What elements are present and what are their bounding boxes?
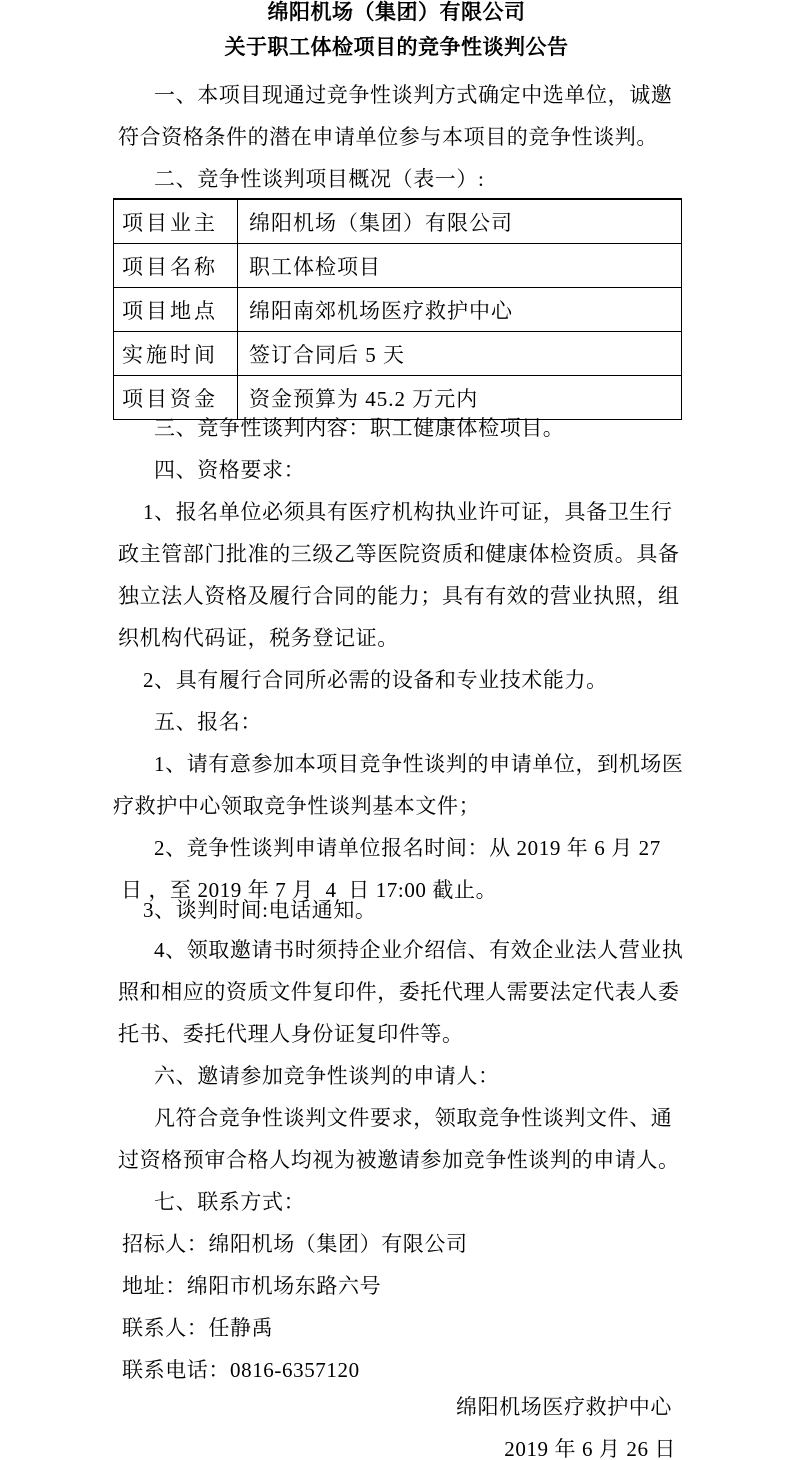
signup-item-1-line-2: 疗救护中心领取竞争性谈判基本文件； <box>113 794 481 818</box>
signup-item-2-line-1: 2、竞争性谈判申请单位报名时间：从 2019 年 6 月 27 <box>154 836 661 860</box>
qualification-item-1-line-3: 独立法人资格及履行合同的能力；具有有效的营业执照，组 <box>118 584 680 608</box>
signup-item-1-line-1: 1、请有意参加本项目竞争性谈判的申请单位，到机场医 <box>154 752 684 776</box>
table-label-cell: 项目地点 <box>114 288 238 332</box>
table-row-owner <box>114 199 682 244</box>
project-overview-table <box>113 198 682 420</box>
table-label-cell: 项目名称 <box>114 244 238 288</box>
table-label-cell: 项目资金 <box>114 376 238 420</box>
signup-item-4-line-2: 照和相应的资质文件复印件，委托代理人需要法定代表人委 <box>118 980 680 1004</box>
table-value-cell: 签订合同后 5 天 <box>238 332 682 376</box>
doc-subtitle: 关于职工体检项目的竞争性谈判公告 <box>224 35 569 59</box>
signature-line: 绵阳机场医疗救护中心 <box>456 1395 672 1419</box>
section-2-heading: 二、竞争性谈判项目概况（表一）: <box>154 167 485 191</box>
contact-bidder-line: 招标人：绵阳机场（集团）有限公司 <box>122 1232 468 1256</box>
section-5-heading: 五、报名： <box>154 710 262 734</box>
qualification-item-1-line-4: 织机构代码证，税务登记证。 <box>118 626 399 650</box>
signup-item-4-line-3: 托书、委托代理人身份证复印件等。 <box>118 1022 464 1046</box>
section-6-heading: 六、邀请参加竞争性谈判的申请人： <box>154 1064 500 1088</box>
contact-phone-line: 联系电话：0816-6357120 <box>122 1358 360 1382</box>
table-value-cell: 资金预算为 45.2 万元内 <box>238 376 682 420</box>
table-row-budget <box>114 376 682 420</box>
qualification-item-2: 2、具有履行合同所必需的设备和专业技术能力。 <box>143 668 608 692</box>
table-value-cell: 职工体检项目 <box>238 244 682 288</box>
table-row-schedule <box>114 332 682 376</box>
contact-person-line: 联系人：任静禹 <box>122 1316 274 1340</box>
qualification-item-1-line-1: 1、报名单位必须具有医疗机构执业许可证，具备卫生行 <box>143 500 673 524</box>
table-row-location <box>114 288 682 332</box>
section-6-body-line-2: 过资格预审合格人均视为被邀请参加竞争性谈判的申请人。 <box>118 1148 680 1172</box>
signup-item-3: 3、谈判时间:电话通知。 <box>143 898 377 922</box>
signup-item-4-line-1: 4、领取邀请书时须持企业介绍信、有效企业法人营业执 <box>154 938 684 962</box>
intro-line-1: 一、本项目现通过竞争性谈判方式确定中选单位，诚邀 <box>154 83 673 107</box>
intro-line-2: 符合资格条件的潜在申请单位参与本项目的竞争性谈判。 <box>118 125 658 149</box>
doc-title: 绵阳机场（集团）有限公司 <box>267 0 526 24</box>
section-6-body-line-1: 凡符合竞争性谈判文件要求，领取竞争性谈判文件、通 <box>154 1106 673 1130</box>
qualification-item-1-line-2: 政主管部门批准的三级乙等医院资质和健康体检资质。具备 <box>118 542 680 566</box>
section-4-heading: 四、资格要求： <box>154 458 306 482</box>
table-label-cell: 实施时间 <box>114 332 238 376</box>
date-line: 2019 年 6 月 26 日 <box>504 1437 676 1460</box>
table-label-cell: 项目业主 <box>114 199 238 244</box>
section-3-line: 三、竞争性谈判内容：职工健康体检项目。 <box>154 416 565 440</box>
signup-item-2-line-2: 日 ，至 2019 年 7 月 4 日 17:00 截止。 <box>121 878 498 902</box>
table-row-name <box>114 244 682 288</box>
table-value-cell: 绵阳机场（集团）有限公司 <box>238 199 682 244</box>
table-value-cell: 绵阳南郊机场医疗救护中心 <box>238 288 682 332</box>
section-7-heading: 七、联系方式： <box>154 1190 306 1214</box>
contact-address-line: 地址：绵阳市机场东路六号 <box>122 1274 382 1298</box>
